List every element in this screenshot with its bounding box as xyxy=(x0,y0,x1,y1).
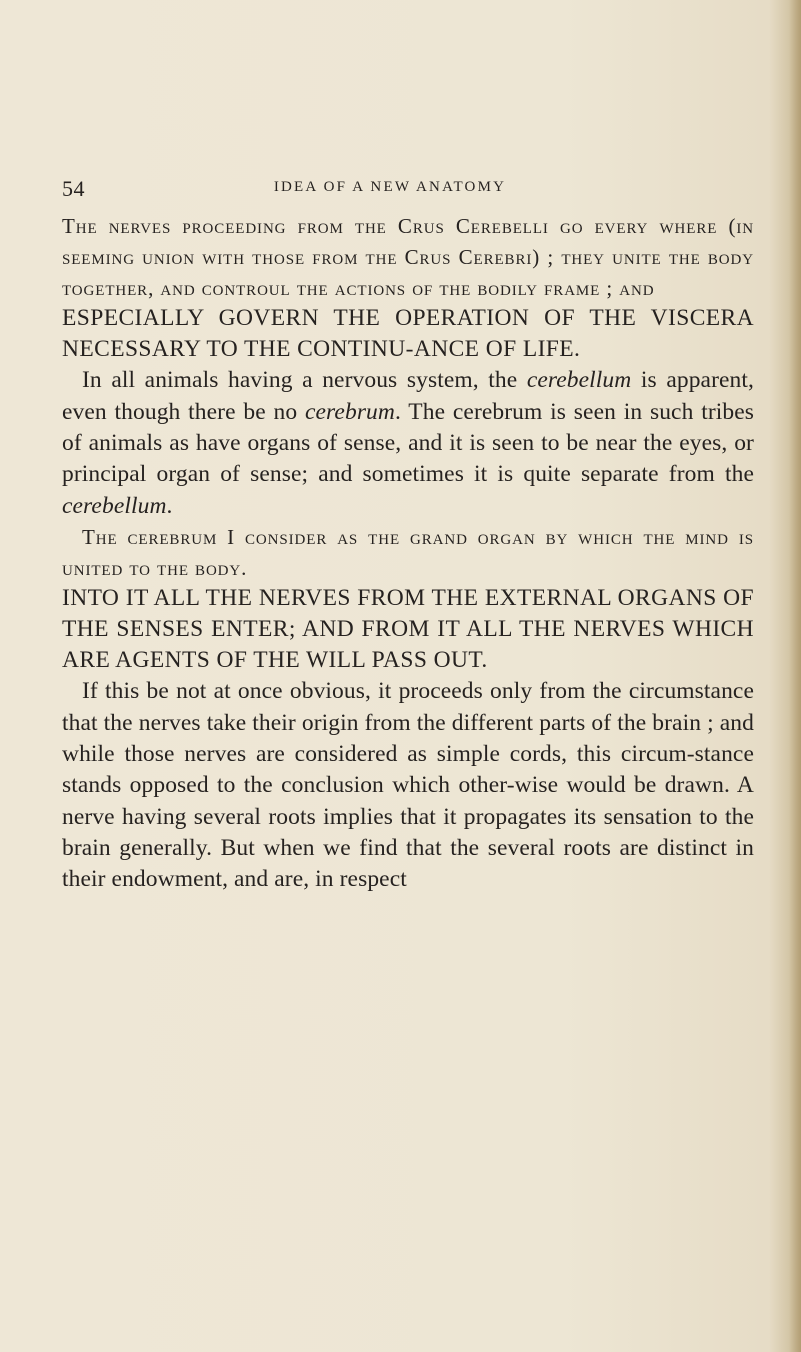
running-head: IDEA OF A NEW ANATOMY xyxy=(273,179,507,195)
text-run: . xyxy=(166,492,173,519)
page-number: 54 xyxy=(62,176,85,201)
paragraph-if-this: If this be not at once obvious, it proceeds only from the circumstance that the nerves take their origin from the different parts of the brain ; and while those nerves are considered as simple cords, this circum-stance stands opposed to the conclusion which other-wise would be drawn. A nerve having several roots implies that it propagates its sensation to the brain generally. But when we find that the several roots are distinct in their endowment, and are, in respect xyxy=(62,678,754,893)
paragraph-into-it-all: INTO IT ALL THE NERVES FROM THE EXTERNAL ORGANS OF THE SENSES ENTER; AND FROM IT ALL THE NERVES WHICH ARE AGENTS OF THE WILL PASS OUT. xyxy=(62,585,754,674)
text-run: . The cerebrum is seen in such tribes of animals as have organs of sense, and it is seen to be near the eyes, or principal organ of sense; and sometimes it is quite separate from the xyxy=(62,398,755,488)
italic-term: cerebrum xyxy=(305,398,395,425)
italic-term: cerebellum xyxy=(526,367,632,394)
page-edge-shadow xyxy=(789,0,801,1352)
italic-term: cerebellum xyxy=(62,492,167,519)
body-text xyxy=(62,211,754,896)
text-run: is apparent, even though there be no xyxy=(62,367,754,425)
paragraph-crus-cerebelli: The nerves proceeding from the Crus Cerebelli go every where (in seeming union with those from the Crus Cerebri) ; they unite the body together, and controul the actions of the bodily frame ; and xyxy=(62,214,754,300)
text-run: In all animals having a nervous system, the xyxy=(82,367,527,394)
paragraph-cerebrum-organ: The cerebrum I consider as the grand organ by which the mind is united to the body. xyxy=(62,524,754,580)
page-header xyxy=(62,176,752,206)
paragraph-all-animals xyxy=(62,365,754,521)
paragraph-especially-govern: ESPECIALLY GOVERN THE OPERATION OF THE VISCERA NECESSARY TO THE CONTINU-ANCE OF LIFE. xyxy=(62,305,754,363)
